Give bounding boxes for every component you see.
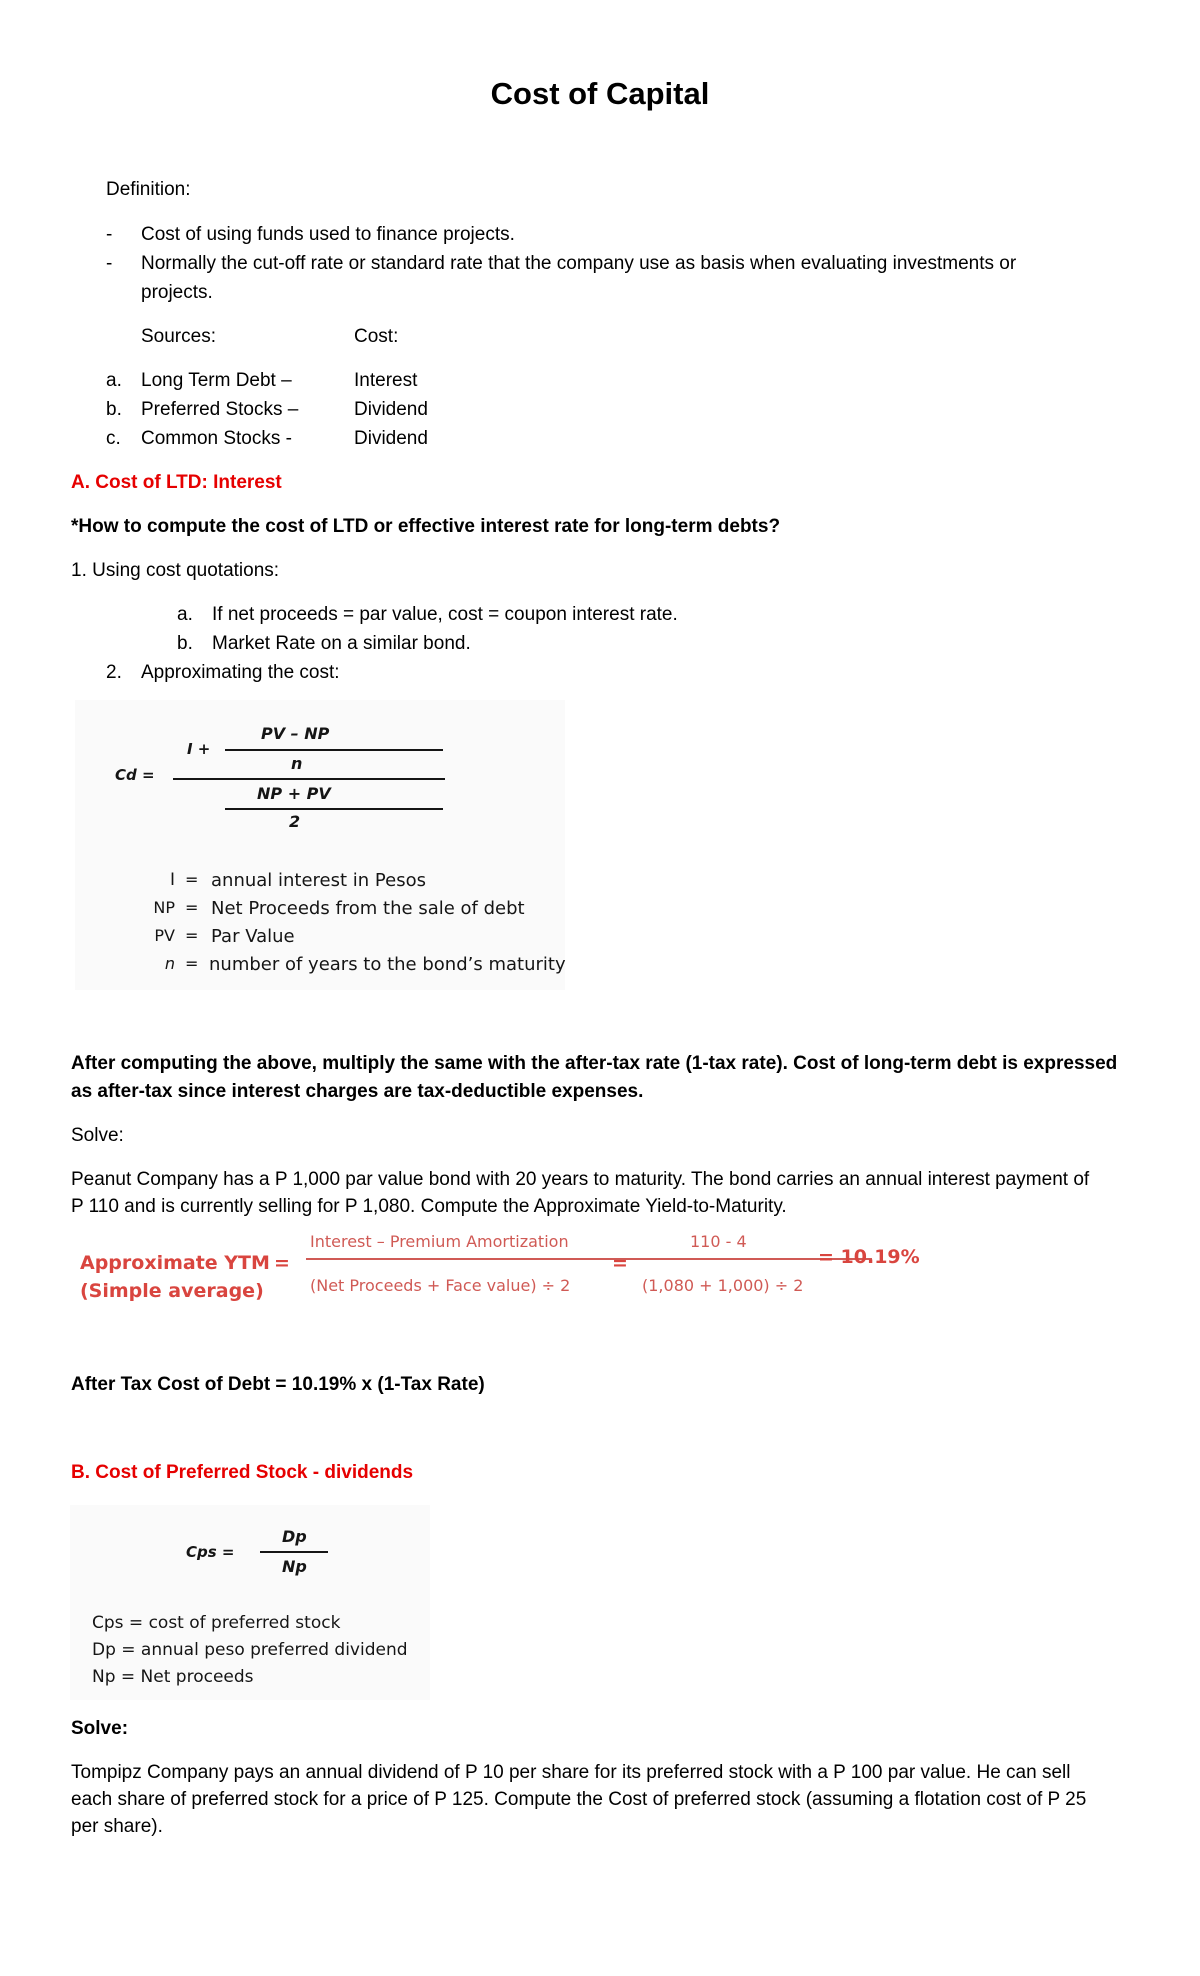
preferred-stock-formula-image bbox=[70, 1505, 430, 1700]
source-item: Preferred Stocks – bbox=[141, 399, 299, 420]
list-marker: b. bbox=[177, 633, 193, 654]
problem-b-line-1: Tompipz Company pays an annual dividend of P 10 per share for its preferred stock with a P 100 par value. He can sell bbox=[71, 1762, 1071, 1783]
cps-formula-numerator: Dp bbox=[282, 1527, 307, 1546]
problem-a-line-1: Peanut Company has a P 1,000 par value bond with 20 years to maturity. The bond carries an annual interest payment of bbox=[71, 1169, 1090, 1190]
formula-den-top: NP + PV bbox=[257, 784, 331, 803]
legend-equals: = bbox=[185, 954, 199, 973]
solve-label-b: Solve: bbox=[71, 1718, 129, 1739]
legend-equals: = bbox=[185, 870, 199, 889]
page-title: Cost of Capital bbox=[490, 76, 710, 111]
cost-item: Interest bbox=[354, 370, 418, 391]
legend-desc: Par Value bbox=[211, 926, 295, 947]
step-1: 1. Using cost quotations: bbox=[71, 560, 280, 581]
ytm-equals-1: = bbox=[274, 1252, 290, 1274]
bullet-dash: - bbox=[106, 253, 113, 274]
formula-num-bottom: n bbox=[291, 754, 303, 773]
cps-formula-lhs: Cps = bbox=[186, 1543, 235, 1561]
sub-item: If net proceeds = par value, cost = coupon interest rate. bbox=[212, 604, 678, 625]
list-marker: c. bbox=[106, 428, 121, 449]
cost-header: Cost: bbox=[354, 326, 399, 347]
legend-symbol: I bbox=[169, 870, 175, 890]
list-marker: a. bbox=[106, 370, 122, 391]
problem-a-line-2: P 110 and is currently selling for P 1,080. Compute the Approximate Yield-to-Maturity. bbox=[71, 1196, 787, 1217]
cps-fraction-bar bbox=[260, 1551, 328, 1553]
cps-formula-denominator: Np bbox=[282, 1557, 307, 1576]
ytm-denominator-formula: (Net Proceeds + Face value) ÷ 2 bbox=[310, 1276, 571, 1295]
cps-legend-line: Np = Net proceeds bbox=[92, 1667, 254, 1687]
legend-symbol: n bbox=[164, 954, 175, 973]
section-a-heading: A. Cost of LTD: Interest bbox=[71, 472, 282, 493]
formula-i-plus: I + bbox=[187, 740, 211, 758]
legend-equals: = bbox=[185, 898, 199, 917]
after-tax-note-line-1: After computing the above, multiply the same with the after-tax rate (1-tax rate). Cost of long-term debt is expressed bbox=[71, 1053, 1118, 1074]
definition-bullet-2: Normally the cut-off rate or standard rate that the company use as basis when evaluating investments or bbox=[141, 253, 1017, 274]
formula-num-top: PV – NP bbox=[261, 724, 330, 743]
source-item: Long Term Debt – bbox=[141, 370, 292, 391]
ytm-equals-2: = bbox=[612, 1252, 628, 1274]
after-tax-cost-of-debt: After Tax Cost of Debt = 10.19% x (1-Tax Rate) bbox=[71, 1374, 485, 1395]
cps-legend-line: Dp = annual peso preferred dividend bbox=[92, 1640, 408, 1660]
formula-lhs: Cd = bbox=[115, 766, 155, 784]
denominator-fraction-bar bbox=[225, 808, 443, 810]
cps-legend-line: Cps = cost of preferred stock bbox=[92, 1613, 341, 1633]
ytm-numerator-values: 110 - 4 bbox=[690, 1232, 747, 1251]
sources-header: Sources: bbox=[141, 326, 216, 347]
ytm-label: Approximate YTM bbox=[80, 1252, 270, 1274]
sub-item: Market Rate on a similar bond. bbox=[212, 633, 471, 654]
definition-bullet-2-cont: projects. bbox=[141, 282, 213, 303]
bullet-dash: - bbox=[106, 224, 113, 245]
ytm-numerator-formula: Interest – Premium Amortization bbox=[310, 1232, 569, 1251]
numerator-fraction-bar bbox=[225, 749, 443, 751]
list-marker: 2. bbox=[106, 662, 122, 683]
section-b-heading: B. Cost of Preferred Stock - dividends bbox=[71, 1462, 414, 1483]
list-marker: a. bbox=[177, 604, 193, 625]
ytm-result: = 10.19% bbox=[818, 1246, 920, 1268]
section-a-question: *How to compute the cost of LTD or effective interest rate for long-term debts? bbox=[71, 516, 781, 537]
solve-label: Solve: bbox=[71, 1125, 124, 1146]
legend-symbol: NP bbox=[153, 898, 175, 917]
ytm-formula bbox=[70, 1228, 950, 1308]
definition-bullet-1: Cost of using funds used to finance projects. bbox=[141, 224, 515, 245]
cost-item: Dividend bbox=[354, 399, 428, 420]
legend-desc: annual interest in Pesos bbox=[211, 870, 426, 891]
formula-den-bottom: 2 bbox=[289, 812, 301, 831]
problem-b-line-3: per share). bbox=[71, 1816, 163, 1837]
cost-item: Dividend bbox=[354, 428, 428, 449]
cost-of-debt-formula-image bbox=[75, 700, 565, 990]
after-tax-note-line-2: as after-tax since interest charges are tax-deductible expenses. bbox=[71, 1081, 644, 1102]
legend-equals: = bbox=[185, 926, 199, 945]
source-item: Common Stocks - bbox=[141, 428, 292, 449]
legend-desc: Net Proceeds from the sale of debt bbox=[211, 898, 525, 919]
list-marker: b. bbox=[106, 399, 122, 420]
definition-label: Definition: bbox=[106, 179, 191, 200]
problem-b-line-2: each share of preferred stock for a price of P 125. Compute the Cost of preferred stock (assuming a flotation cost of P 25 bbox=[71, 1789, 1087, 1810]
ytm-label-sub: (Simple average) bbox=[80, 1280, 264, 1302]
ytm-fraction-bar bbox=[306, 1258, 662, 1260]
legend-symbol: PV bbox=[154, 926, 175, 945]
main-fraction-bar bbox=[173, 778, 445, 780]
legend-desc: number of years to the bond’s maturity bbox=[209, 954, 566, 975]
ytm-denominator-values: (1,080 + 1,000) ÷ 2 bbox=[642, 1276, 804, 1295]
step-2: Approximating the cost: bbox=[141, 662, 340, 683]
